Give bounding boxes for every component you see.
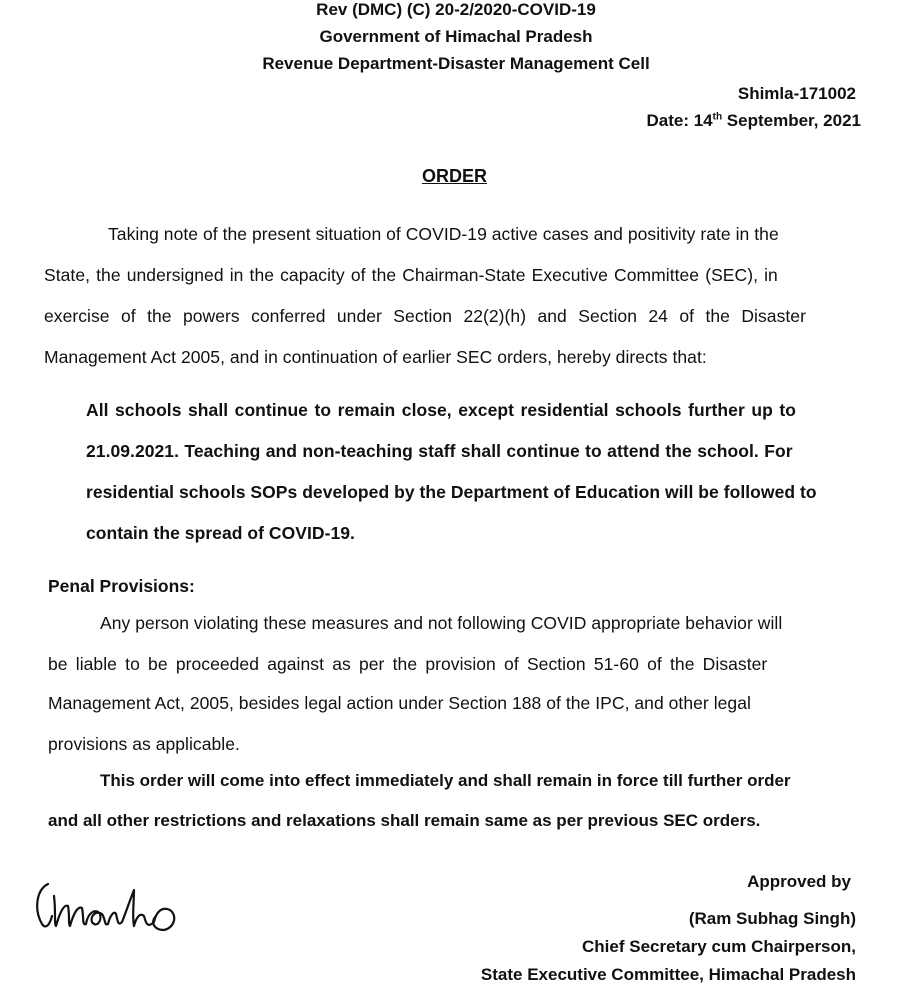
approved-by: Approved by xyxy=(747,872,851,891)
effect-line-1: This order will come into effect immediately and shall remain in force till further order xyxy=(100,771,791,790)
effect-line-2: and all other restrictions and relaxations shall remain same as per previous SEC orders. xyxy=(48,811,761,830)
penal-line-3: Management Act, 2005, besides legal action under Section 188 of the IPC, and other legal xyxy=(48,693,751,713)
penal-line-2: be liable to be proceeded against as per the provision of Section 51-60 of the Disaster xyxy=(48,654,768,674)
directive-line-2: 21.09.2021. Teaching and non-teaching staff shall continue to attend the school. For xyxy=(86,441,793,461)
intro-line-2: State, the undersigned in the capacity of the Chairman-State Executive Committee (SEC), in xyxy=(44,265,778,285)
reference-number: Rev (DMC) (C) 20-2/2020-COVID-19 xyxy=(316,0,596,19)
date-suffix: September, 2021 xyxy=(722,111,861,130)
signatory-designation: Chief Secretary cum Chairperson, xyxy=(582,937,856,956)
directive-line-3: residential schools SOPs developed by the Department of Education will be followed to xyxy=(86,482,817,502)
directive-line-1: All schools shall continue to remain close, except residential schools further up to xyxy=(86,400,796,420)
directive-line-4: contain the spread of COVID-19. xyxy=(86,523,355,543)
signatory-committee: State Executive Committee, Himachal Pradesh xyxy=(480,965,856,984)
intro-line-3: exercise of the powers conferred under Section 22(2)(h) and Section 24 of the Disaster xyxy=(44,306,806,326)
signature xyxy=(30,872,190,942)
place-line: Shimla-171002 xyxy=(737,84,856,103)
intro-line-1: Taking note of the present situation of COVID-19 active cases and positivity rate in the xyxy=(108,224,779,244)
order-title: ORDER xyxy=(422,166,488,186)
government-name: Government of Himachal Pradesh xyxy=(319,27,593,46)
penal-line-1: Any person violating these measures and not following COVID appropriate behavior will xyxy=(100,613,783,633)
date-prefix: Date: 14 xyxy=(646,111,713,130)
penal-heading: Penal Provisions: xyxy=(48,576,195,596)
date-line xyxy=(646,111,861,131)
department-name: Revenue Department-Disaster Management Cell xyxy=(262,54,650,73)
intro-line-4: Management Act 2005, and in continuation of earlier SEC orders, hereby directs that: xyxy=(44,347,707,367)
date-superscript: th xyxy=(712,111,723,123)
penal-line-4: provisions as applicable. xyxy=(48,734,240,754)
signatory-name: (Ram Subhag Singh) xyxy=(688,909,856,928)
